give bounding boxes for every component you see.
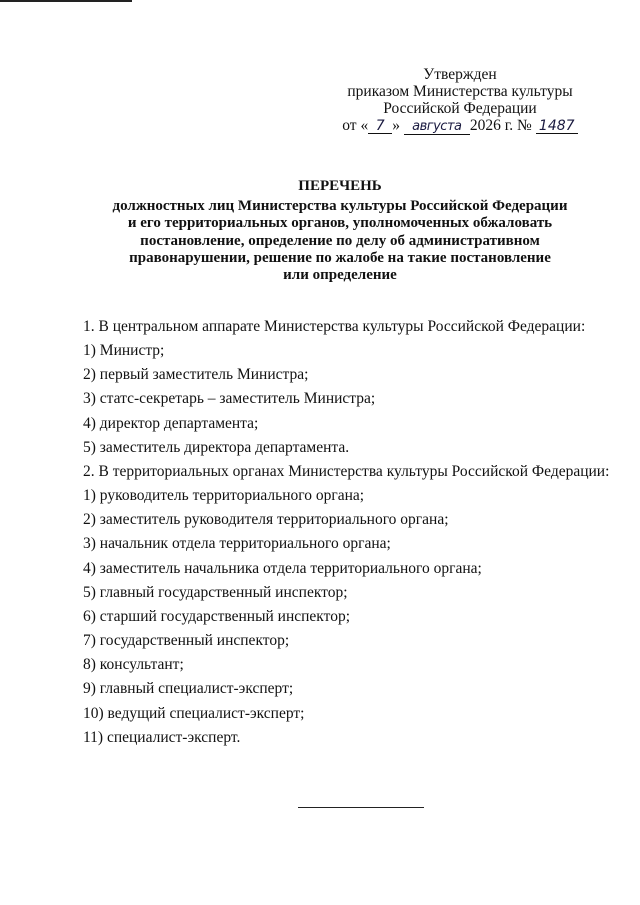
title-line: правонарушении, решение по жалобе на такие постановление — [129, 249, 551, 266]
approval-label: Утвержден — [423, 66, 497, 83]
list-item: 1) Министр; — [83, 342, 165, 360]
scan-edge-mark — [0, 0, 132, 2]
list-item: 5) главный государственный инспектор; — [83, 583, 348, 601]
list-item: 8) консультант; — [83, 656, 184, 674]
list-item: 4) заместитель начальника отдела территориального органа; — [83, 559, 482, 577]
approval-country: Российской Федерации — [383, 100, 537, 117]
approval-order-issuer: приказом Министерства культуры — [347, 83, 573, 100]
handwritten-day: 7 — [368, 119, 392, 134]
title-line: постановление, определение по делу об административном — [140, 232, 540, 249]
list-item: 3) статс-секретарь – заместитель Министра; — [83, 390, 376, 408]
list-item: 4) директор департамента; — [83, 414, 259, 432]
list-item: 5) заместитель директора департамента. — [83, 438, 350, 456]
list-item: 2) заместитель руководителя территориального органа; — [83, 511, 449, 529]
title-line: или определение — [283, 267, 397, 284]
approval-date-line — [330, 117, 590, 135]
handwritten-order-number: 1487 — [536, 119, 578, 134]
list-item: 10) ведущий специалист-эксперт; — [83, 704, 305, 722]
date-year-text: 2026 г. № — [469, 117, 532, 134]
section-header-territorial: 2. В территориальных органах Министерства культуры Российской Федерации: — [83, 462, 610, 480]
list-item: 7) государственный инспектор; — [83, 632, 290, 650]
handwritten-month: августа — [404, 120, 470, 135]
title-heading: ПЕРЕЧЕНЬ — [298, 178, 382, 194]
document-title — [60, 178, 620, 284]
list-item: 9) главный специалист-эксперт; — [83, 680, 294, 698]
date-quote-close: » — [392, 117, 400, 134]
list-item: 1) руководитель территориального органа; — [83, 487, 365, 505]
list-item: 6) старший государственный инспектор; — [83, 607, 351, 625]
date-prefix: от « — [342, 117, 369, 134]
list-item: 11) специалист-эксперт. — [83, 728, 241, 746]
list-item: 3) начальник отдела территориального органа; — [83, 535, 391, 553]
title-line: и его территориальных органов, уполномоченных обжаловать — [127, 215, 553, 232]
end-of-document-rule — [298, 807, 424, 808]
list-item: 2) первый заместитель Министра; — [83, 366, 309, 384]
approval-stamp — [330, 66, 590, 135]
section-header-central: 1. В центральном аппарате Министерства культуры Российской Федерации: — [83, 318, 586, 335]
title-line: должностных лиц Министерства культуры Российской Федерации — [112, 198, 568, 215]
officials-list — [83, 315, 623, 750]
